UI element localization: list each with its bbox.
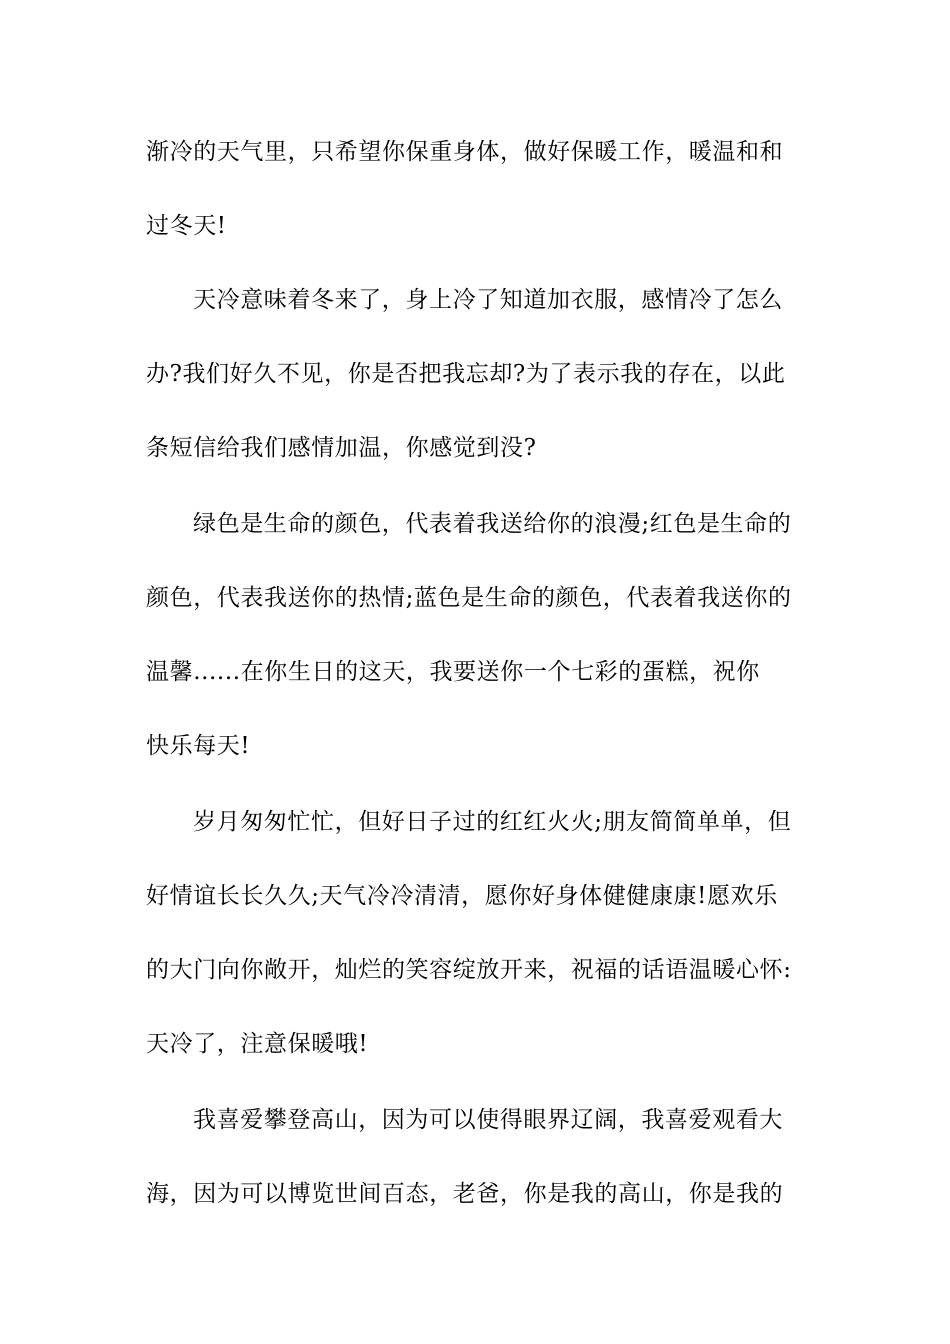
text-line: 快乐每天! bbox=[146, 733, 251, 759]
text-line: 条短信给我们感情加温，你感觉到没? bbox=[146, 435, 537, 461]
text-line: 办?我们好久不见，你是否把我忘却?为了表示我的存在，以此 bbox=[146, 361, 786, 387]
text-line: 颜色，代表我送你的热情;蓝色是生命的颜色，代表着我送你的 bbox=[146, 585, 792, 611]
text-line: 温馨......在你生日的这天，我要送你一个七彩的蛋糕，祝你 bbox=[146, 659, 760, 685]
paragraph-start-line: 我喜爱攀登高山，因为可以使得眼界辽阔，我喜爱观看大 bbox=[193, 1107, 783, 1133]
text-line: 过冬天! bbox=[146, 213, 227, 239]
text-line: 天冷了，注意保暖哦! bbox=[146, 1031, 369, 1057]
text-line: 海，因为可以博览世间百态，老爸，你是我的高山，你是我的 bbox=[146, 1181, 784, 1207]
paragraph-start-line: 岁月匆匆忙忙，但好日子过的红红火火;朋友简简单单，但 bbox=[193, 809, 792, 835]
text-line: 好情谊长长久久;天气冷冷清清，愿你好身体健健康康!愿欢乐 bbox=[146, 883, 778, 909]
paragraph-start-line: 绿色是生命的颜色，代表着我送给你的浪漫;红色是生命的 bbox=[193, 511, 792, 537]
paragraph-start-line: 天冷意味着冬来了，身上冷了知道加衣服，感情冷了怎么 bbox=[193, 287, 783, 313]
text-line: 的大门向你敞开，灿烂的笑容绽放开来，祝福的话语温暖心怀: bbox=[146, 957, 792, 983]
text-line: 渐冷的天气里，只希望你保重身体，做好保暖工作，暖温和和 bbox=[146, 139, 784, 165]
